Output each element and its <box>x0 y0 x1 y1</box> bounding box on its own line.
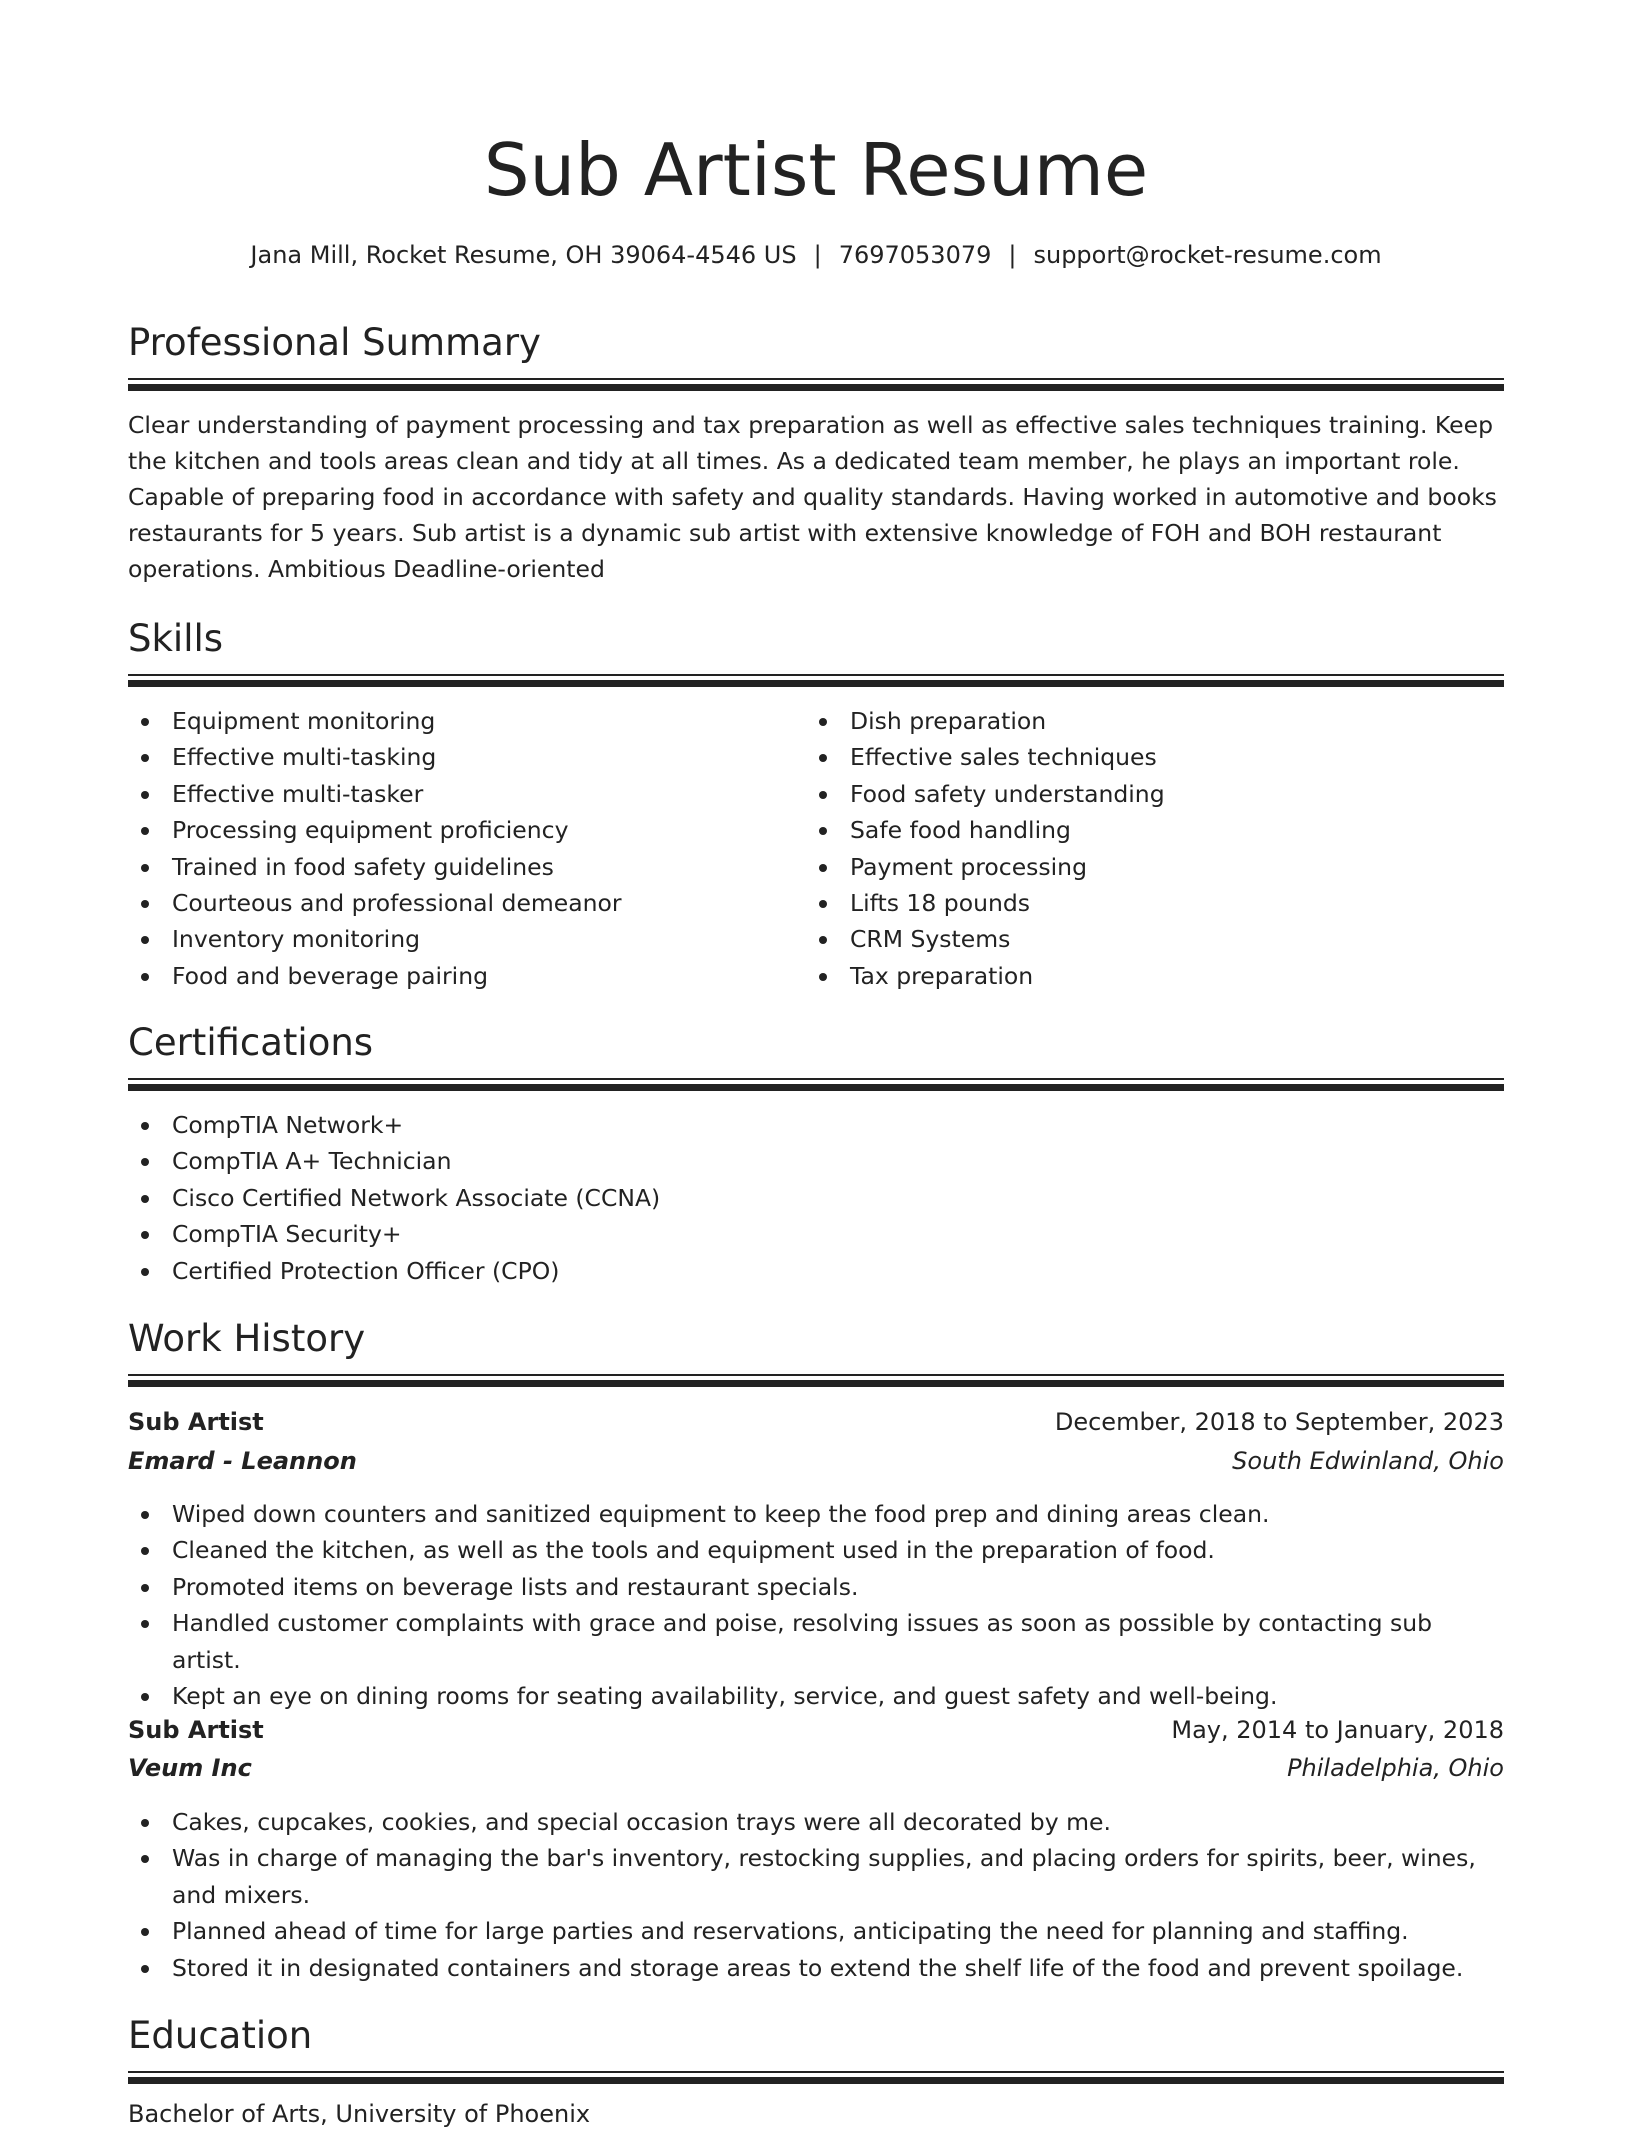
bullet-icon <box>141 1819 149 1827</box>
skill-item: Safe food handling <box>806 812 1504 848</box>
education-heading: Education <box>128 2014 313 2057</box>
resume-title: Sub Artist Resume <box>483 128 1149 212</box>
skills-heading: Skills <box>128 617 224 660</box>
skill-item: Inventory monitoring <box>128 921 798 957</box>
bullet-icon <box>141 791 149 799</box>
education-entry: Bachelor of Arts, University of Phoenix <box>128 2100 591 2128</box>
bullet-icon <box>141 1122 149 1130</box>
bullet-icon <box>819 754 827 762</box>
skill-item: Effective multi-tasking <box>128 739 798 775</box>
skill-item: Lifts 18 pounds <box>806 885 1504 921</box>
bullet-icon <box>141 973 149 981</box>
certification-item: CompTIA Security+ <box>128 1216 1504 1252</box>
skill-item: Effective multi-tasker <box>128 776 798 812</box>
section-divider <box>128 674 1504 687</box>
contact-separator: | <box>813 241 822 269</box>
job-duties-list <box>128 1804 1504 1986</box>
skill-item: Processing equipment proficiency <box>128 812 798 848</box>
bullet-icon <box>141 1231 149 1239</box>
skill-item: Effective sales techniques <box>806 739 1504 775</box>
certification-item: CompTIA Network+ <box>128 1107 1504 1143</box>
job-duty-item: Planned ahead of time for large parties and reservations, anticipating the need for planning and staffing. <box>128 1913 1504 1949</box>
contact-phone: 7697053079 <box>838 241 992 269</box>
job-duty-item: Kept an eye on dining rooms for seating availability, service, and guest safety and well-being. <box>128 1678 1504 1714</box>
bullet-icon <box>141 1195 149 1203</box>
bullet-icon <box>141 1693 149 1701</box>
certification-item: Cisco Certified Network Associate (CCNA) <box>128 1180 1504 1216</box>
skill-item: Equipment monitoring <box>128 703 798 739</box>
job-duty-item: Promoted items on beverage lists and restaurant specials. <box>128 1569 1504 1605</box>
skills-list-left <box>128 703 798 994</box>
bullet-icon <box>819 936 827 944</box>
job-duty-item: Was in charge of managing the bar's inventory, restocking supplies, and placing orders for spirits, beer, wines, and mixers. <box>128 1840 1504 1913</box>
skill-item: Tax preparation <box>806 958 1504 994</box>
bullet-icon <box>141 827 149 835</box>
skills-list-right <box>806 703 1504 994</box>
skill-item: Food safety understanding <box>806 776 1504 812</box>
bullet-icon <box>141 900 149 908</box>
bullet-icon <box>141 1268 149 1276</box>
bullet-icon <box>819 864 827 872</box>
bullet-icon <box>141 1855 149 1863</box>
skill-item: Trained in food safety guidelines <box>128 849 798 885</box>
bullet-icon <box>819 827 827 835</box>
job-duty-item: Handled customer complaints with grace and poise, resolving issues as soon as possible by contacting sub artist. <box>128 1605 1504 1678</box>
section-divider <box>128 2071 1504 2084</box>
certifications-list <box>128 1107 1504 1289</box>
bullet-icon <box>141 1584 149 1592</box>
job-dates: May, 2014 to January, 2018 <box>1171 1716 1504 1744</box>
job-duty-item: Cakes, cupcakes, cookies, and special occasion trays were all decorated by me. <box>128 1804 1504 1840</box>
job-title: Sub Artist <box>128 1408 264 1436</box>
job-duties-list <box>128 1496 1504 1714</box>
bullet-icon <box>141 1511 149 1519</box>
contact-address: Jana Mill, Rocket Resume, OH 39064-4546 US <box>250 241 797 269</box>
certification-item: Certified Protection Officer (CPO) <box>128 1253 1504 1289</box>
skill-item: Payment processing <box>806 849 1504 885</box>
contact-separator: | <box>1008 241 1017 269</box>
bullet-icon <box>141 1928 149 1936</box>
certification-item: CompTIA A+ Technician <box>128 1143 1504 1179</box>
summary-heading: Professional Summary <box>128 321 541 364</box>
job-duty-item: Cleaned the kitchen, as well as the tools and equipment used in the preparation of food. <box>128 1532 1504 1568</box>
bullet-icon <box>141 718 149 726</box>
skill-item: CRM Systems <box>806 921 1504 957</box>
bullet-icon <box>141 936 149 944</box>
skill-item: Courteous and professional demeanor <box>128 885 798 921</box>
bullet-icon <box>141 754 149 762</box>
job-location: South Edwinland, Ohio <box>1232 1447 1504 1475</box>
summary-text: Clear understanding of payment processing and tax preparation as well as effective sales techniques training. Keep the kitchen and tools areas clean and tidy at all times. As a dedicated team member, he plays an important role. Capable of preparing food in accordance with safety and quality standards. Having worked in automotive and books restaurants for 5 years. Sub artist is a dynamic sub artist with extensive knowledge of FOH and BOH restaurant operations. Ambitious Deadline-oriented <box>128 411 1497 583</box>
section-divider <box>128 1374 1504 1387</box>
section-divider <box>128 378 1504 391</box>
bullet-icon <box>819 791 827 799</box>
skill-item: Food and beverage pairing <box>128 958 798 994</box>
job-title: Sub Artist <box>128 1716 264 1744</box>
bullet-icon <box>819 718 827 726</box>
section-divider <box>128 1078 1504 1091</box>
bullet-icon <box>141 1620 149 1628</box>
bullet-icon <box>819 900 827 908</box>
contact-email: support@rocket-resume.com <box>1033 241 1382 269</box>
job-duty-item: Stored it in designated containers and storage areas to extend the shelf life of the food and prevent spoilage. <box>128 1950 1504 1986</box>
work-history-heading: Work History <box>128 1317 366 1360</box>
job-company: Veum Inc <box>128 1754 252 1782</box>
certifications-heading: Certifications <box>128 1021 374 1064</box>
bullet-icon <box>141 1547 149 1555</box>
bullet-icon <box>819 973 827 981</box>
contact-line <box>128 237 1504 273</box>
bullet-icon <box>141 1158 149 1166</box>
job-company: Emard - Leannon <box>128 1447 357 1475</box>
bullet-icon <box>141 864 149 872</box>
bullet-icon <box>141 1965 149 1973</box>
resume-page <box>128 0 1504 2128</box>
skill-item: Dish preparation <box>806 703 1504 739</box>
job-location: Philadelphia, Ohio <box>1287 1754 1504 1782</box>
job-duty-item: Wiped down counters and sanitized equipment to keep the food prep and dining areas clean. <box>128 1496 1504 1532</box>
job-dates: December, 2018 to September, 2023 <box>1054 1408 1504 1436</box>
